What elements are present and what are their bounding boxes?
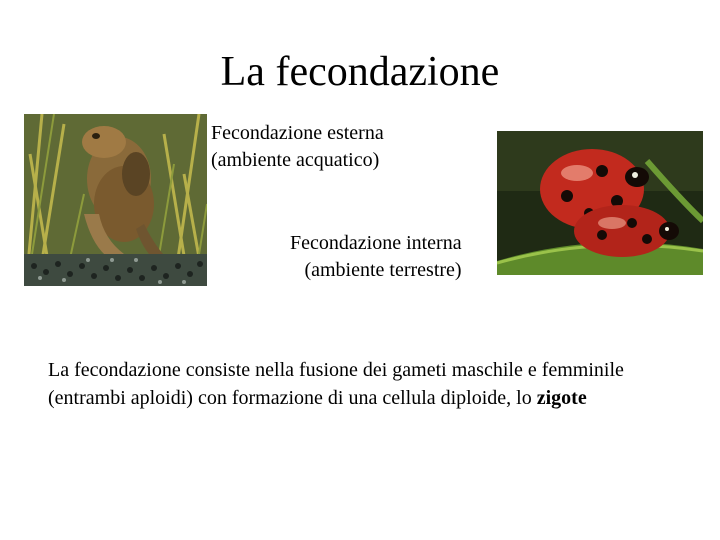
caption-internal-line1: Fecondazione interna xyxy=(290,232,462,254)
fertilization-definition xyxy=(48,356,648,412)
caption-external-line2: (ambiente acquatico) xyxy=(211,149,380,171)
caption-external-fertilization xyxy=(211,120,384,174)
caption-internal-fertilization xyxy=(290,230,462,284)
definition-keyword-zygote: zigote xyxy=(536,387,587,409)
definition-text: La fecondazione consiste nella fusione dei gameti maschile e femminile (entrambi aploidi) con formazione di una cellula diploide, lo xyxy=(48,359,624,409)
frogs-photo xyxy=(24,114,207,286)
slide-title: La fecondazione xyxy=(220,49,500,95)
frogs-image xyxy=(24,114,207,286)
caption-external-line1: Fecondazione esterna xyxy=(211,122,384,144)
ladybugs-photo xyxy=(497,131,703,275)
ladybugs-image xyxy=(497,131,703,275)
caption-internal-line2: (ambiente terrestre) xyxy=(304,259,462,281)
